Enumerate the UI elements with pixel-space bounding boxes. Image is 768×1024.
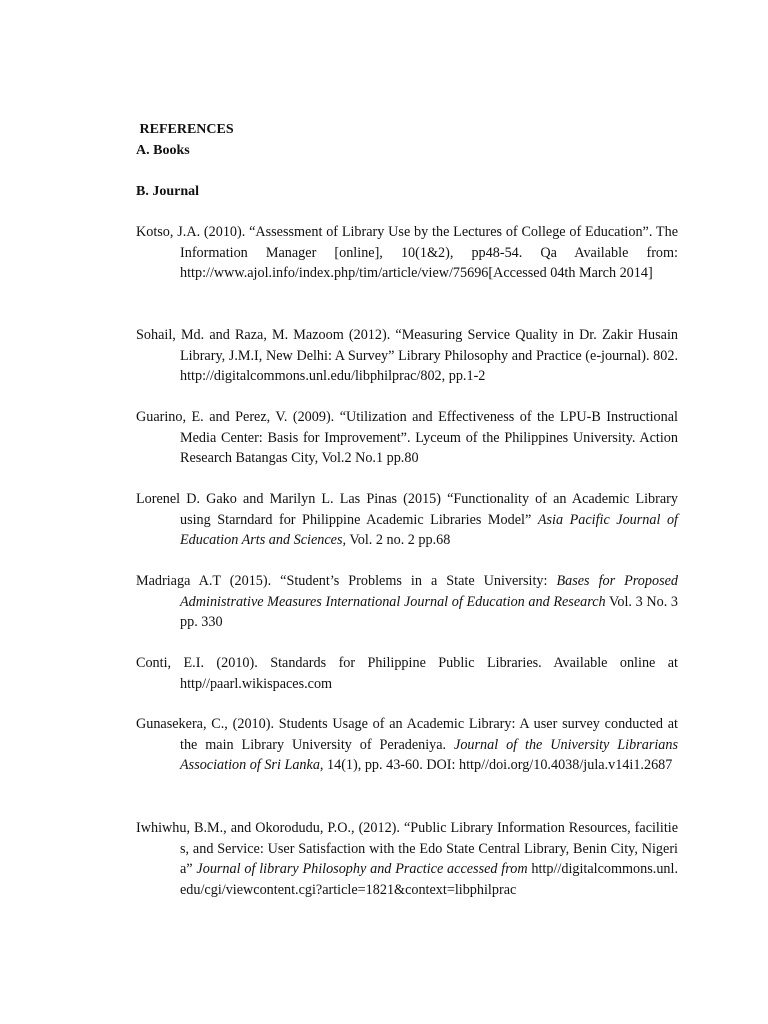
reference-details: 14(1), pp. 43-60. DOI: http//doi.org/10.4038/jula.v14i1.2687 <box>323 757 673 774</box>
reference-text: Guarino, E. and Perez, V. (2009). “Utilization and Effectiveness of the LPU-B Instructional Media Center: Basis for Improvement”. Lyceum of the Philippines University. Action Research Batangas City, Vol.2 No.1 pp.80 <box>136 409 678 467</box>
reference-text: Sohail, Md. and Raza, M. Mazoom (2012). “Measuring Service Quality in Dr. Zakir Husain Library, J.M.I, New Delhi: A Survey” Library Philosophy and Practice (e-journal). 802. http://digitalcommons.unl.edu/libphilprac/802, pp.1-2 <box>136 327 678 385</box>
reference-text: Madriaga A.T (2015). “Student’s Problems in a State University: <box>136 573 557 589</box>
reference-text: Iwhiwhu, B.M., and Okorodudu, P.O., (2012). “Public Library Information Resources, facilities, and Service: User Satisfaction with the Edo State Central Library, Benin City, Nigeria” <box>136 820 678 878</box>
reference-text: Conti, E.I. (2010). Standards for Philippine Public Libraries. Available online at http//paarl.wikispaces.com <box>136 655 678 692</box>
reference-journal: Bases for Proposed Administrative Measures International Journal of Education and Research <box>180 573 678 610</box>
reference-entry <box>136 571 678 633</box>
reference-text: Gunasekera, C., (2010). Students Usage of an Academic Library: A user survey conducted at the main Library University of Peradeniya. <box>136 716 678 753</box>
reference-entry <box>136 653 678 694</box>
references-heading: REFERENCES <box>136 122 234 137</box>
reference-details: Vol. 2 no. 2 pp.68 <box>346 532 451 549</box>
reference-entry <box>136 325 678 387</box>
reference-details: Vol. 3 No. 3 pp. 330 <box>180 593 678 631</box>
reference-text: Kotso, J.A. (2010). “Assessment of Library Use by the Lectures of College of Education”. The Information Manager [online], 10(1&2), pp48-54. Qa Available from: http://www.ajol.info/index.php/tim/article/view/75696[Accessed 04th March 2014] <box>136 224 678 282</box>
reference-entry <box>136 714 678 776</box>
reference-entry <box>136 222 678 284</box>
reference-entry <box>136 407 678 469</box>
reference-journal: Journal of library Philosophy and Practice accessed from <box>196 861 528 878</box>
reference-entry <box>136 489 678 551</box>
reference-journal: Journal of the University Librarians Association of Sri Lanka, <box>180 736 678 774</box>
reference-details: http//digitalcommons.unl.edu/cgi/viewcontent.cgi?article=1821&context=libphilprac <box>180 861 678 898</box>
reference-entry <box>136 818 678 900</box>
reference-text: Lorenel D. Gako and Marilyn L. Las Pinas (2015) “Functionality of an Academic Library using Starndard for Philippine Academic Libraries Model” <box>136 491 678 528</box>
reference-journal: Asia Pacific Journal of Education Arts and Sciences, <box>180 511 678 549</box>
books-heading: A. Books <box>136 143 190 158</box>
journal-heading: B. Journal <box>136 184 200 199</box>
